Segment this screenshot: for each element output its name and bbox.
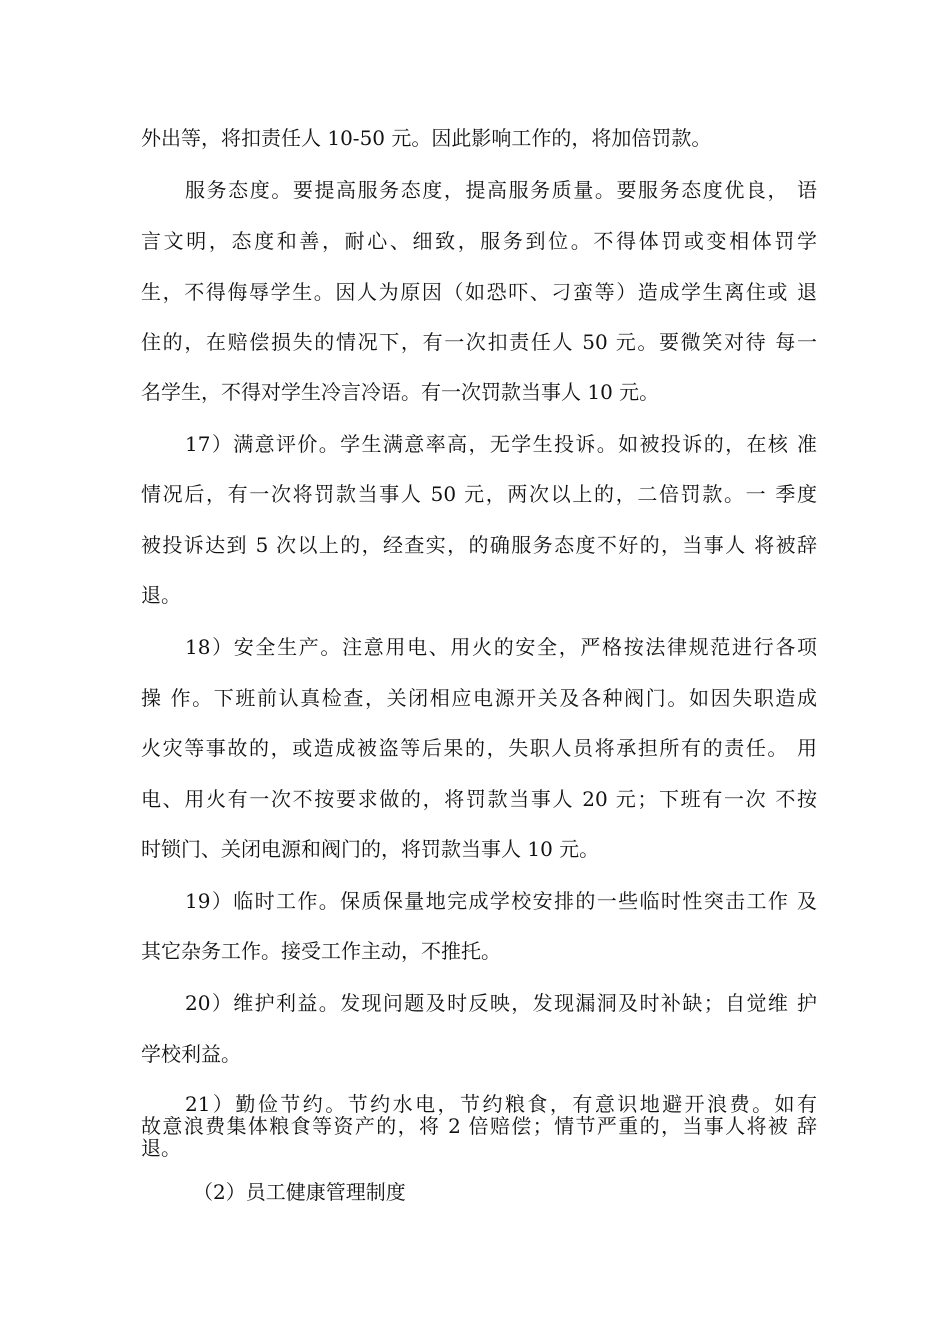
paragraph-17-line: 17）满意评价。学生满意率高，无学生投诉。如被投诉的，在核 准: [185, 432, 817, 456]
text-line: 生，不得侮辱学生。因人为原因（如恐吓、刁蛮等）造成学生离住或 退: [141, 280, 817, 304]
text-line: 外出等，将扣责任人 10-50 元。因此影响工作的，将加倍罚款。: [141, 126, 712, 150]
paragraph-19-line: 19）临时工作。保质保量地完成学校安排的一些临时性突击工作 及: [185, 889, 817, 913]
text-line: 时锁门、关闭电源和阀门的，将罚款当事人 10 元。: [141, 837, 600, 861]
paragraph-18-line: 18）安全生产。注意用电、用火的安全，严格按法律规范进行各项: [185, 635, 817, 659]
text-line: 被投诉达到 5 次以上的，经查实，的确服务态度不好的，当事人 将被辞: [141, 533, 817, 557]
text-line: 情况后，有一次将罚款当事人 50 元，两次以上的，二倍罚款。一 季度: [141, 482, 817, 506]
section-heading: （2）员工健康管理制度: [193, 1180, 406, 1204]
text-line: 住的，在赔偿损失的情况下，有一次扣责任人 50 元。要微笑对待 每一: [141, 330, 817, 354]
paragraph-20-line: 20）维护利益。发现问题及时反映，发现漏洞及时补缺；自觉维 护: [185, 991, 817, 1015]
text-line: 故意浪费集体粮食等资产的，将 2 倍赔偿；情节严重的，当事人将被 辞: [141, 1114, 817, 1138]
text-line: 言文明，态度和善，耐心、细致，服务到位。不得体罚或变相体罚学: [141, 229, 817, 253]
text-line: 退。: [141, 583, 181, 607]
text-line: 名学生，不得对学生冷言冷语。有一次罚款当事人 10 元。: [141, 380, 660, 404]
text-line: 操 作。下班前认真检查，关闭相应电源开关及各种阀门。如因失职造成: [141, 686, 817, 710]
paragraph-21-line: 21）勤俭节约。节约水电，节约粮食，有意识地避开浪费。如有: [185, 1092, 817, 1116]
text-line: 退。: [141, 1136, 181, 1160]
text-line: 火灾等事故的，或造成被盗等后果的，失职人员将承担所有的责任。 用: [141, 736, 817, 760]
text-line: 其它杂务工作。接受工作主动，不推托。: [141, 939, 501, 963]
paragraph-service-attitude-line: 服务态度。要提高服务态度，提高服务质量。要服务态度优良， 语: [185, 178, 817, 202]
text-line: 电、用火有一次不按要求做的，将罚款当事人 20 元；下班有一次 不按: [141, 787, 817, 811]
text-line: 学校利益。: [141, 1042, 241, 1066]
